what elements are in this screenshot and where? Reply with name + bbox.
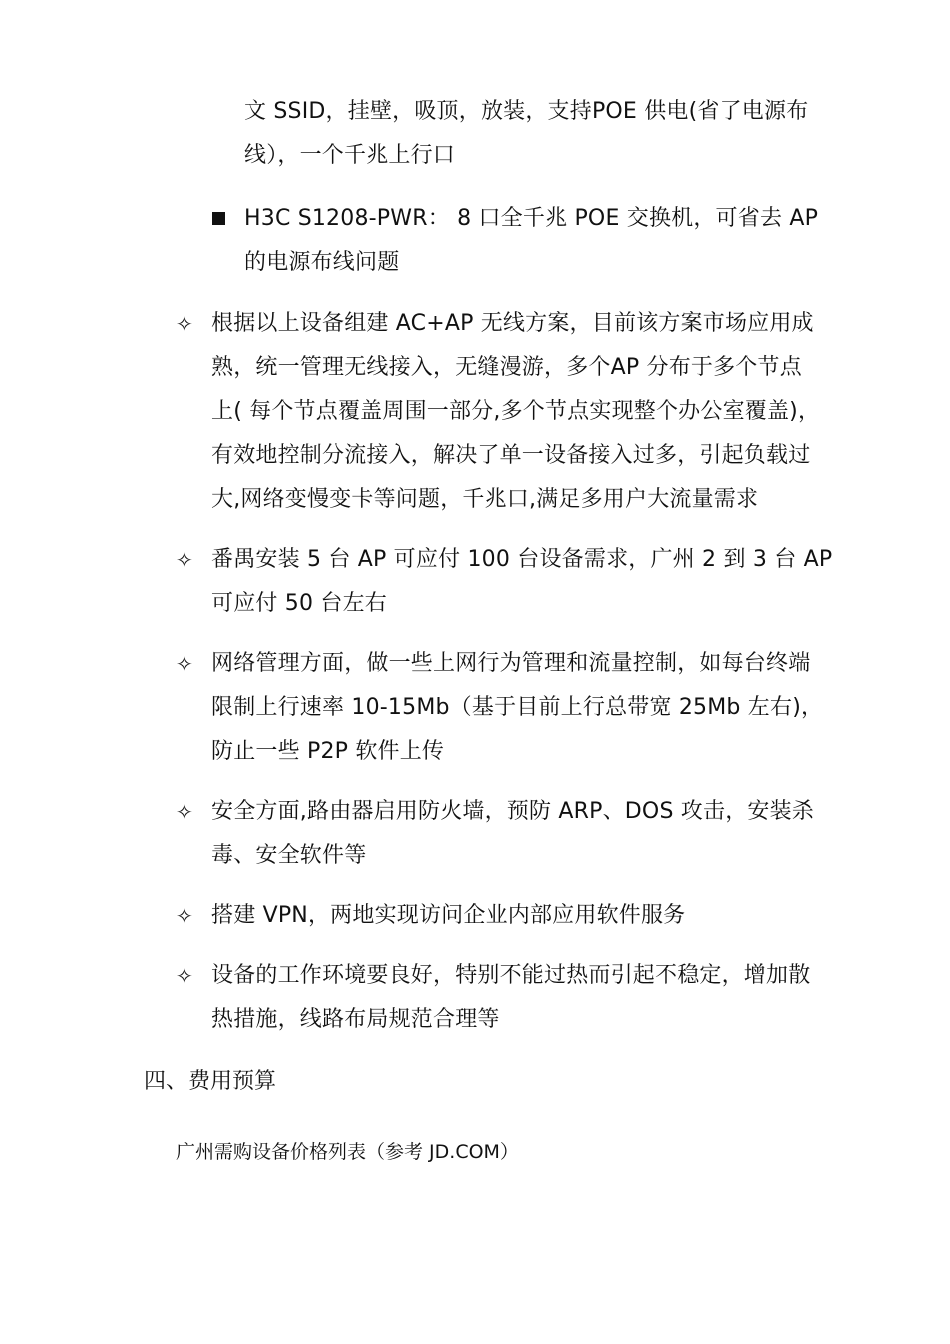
bullet-paragraph: [211, 302, 820, 522]
diamond-bullet-icon: ✧: [176, 800, 193, 824]
text-line: 网络管理方面，做一些上网行为管理和流量控制，如每台终端: [211, 651, 811, 676]
text-line: 搭建 VPN，两地实现访问企业内部应用软件服务: [211, 903, 686, 928]
text-line: H3C S1208-PWR： 8 口全千兆 POE 交换机，可省去 AP: [244, 206, 819, 231]
continuation-paragraph: [244, 90, 808, 178]
section-heading: 四、费用预算: [144, 1069, 277, 1094]
bullet-paragraph: [211, 954, 810, 1042]
bullet-paragraph: [211, 538, 832, 626]
text-line: 有效地控制分流接入，解决了单一设备接入过多，引起负载过: [211, 443, 811, 468]
text-line: 限制上行速率 10-15Mb（基于目前上行总带宽 25Mb 左右)，: [211, 695, 824, 720]
diamond-bullet-icon: ✧: [176, 964, 193, 988]
table-caption: 广州需购设备价格列表（参考 JD.COM）: [176, 1141, 519, 1163]
text-line: 毒、安全软件等: [211, 843, 367, 868]
text-line: 的电源布线问题: [244, 250, 400, 275]
text-line: 上( 每个节点覆盖周围一部分,多个节点实现整个办公室覆盖)，: [211, 399, 821, 424]
diamond-bullet-icon: ✧: [176, 652, 193, 676]
text-line: 文 SSID，挂壁，吸顶，放装，支持POE 供电(省了电源布: [244, 99, 809, 124]
text-line: 线），一个千兆上行口: [244, 143, 456, 168]
diamond-bullet-icon: ✧: [176, 904, 193, 928]
text-line: 番禺安装 5 台 AP 可应付 100 台设备需求，广州 2 到 3 台 AP: [211, 547, 833, 572]
bullet-paragraph: [211, 642, 823, 774]
text-line: 防止一些 P2P 软件上传: [211, 739, 445, 764]
bullet-paragraph: [211, 790, 814, 878]
square-bullet-icon: [212, 212, 225, 225]
text-line: 安全方面,路由器启用防火墙，预防 ARP、DOS 攻击，安装杀: [211, 799, 815, 824]
text-line: 热措施，线路布局规范合理等: [211, 1007, 500, 1032]
text-line: 熟，统一管理无线接入，无缝漫游，多个AP 分布于多个节点: [211, 355, 802, 380]
text-line: 大,网络变慢变卡等问题，千兆口,满足多用户大流量需求: [211, 487, 759, 512]
text-line: 根据以上设备组建 AC+AP 无线方案，目前该方案市场应用成: [211, 311, 814, 336]
text-line: 设备的工作环境要良好，特别不能过热而引起不稳定，增加散: [211, 963, 811, 988]
sub-bullet-paragraph: [244, 197, 818, 285]
diamond-bullet-icon: ✧: [176, 548, 193, 572]
text-line: 可应付 50 台左右: [211, 591, 387, 616]
diamond-bullet-icon: ✧: [176, 312, 193, 336]
bullet-paragraph: [211, 894, 685, 938]
